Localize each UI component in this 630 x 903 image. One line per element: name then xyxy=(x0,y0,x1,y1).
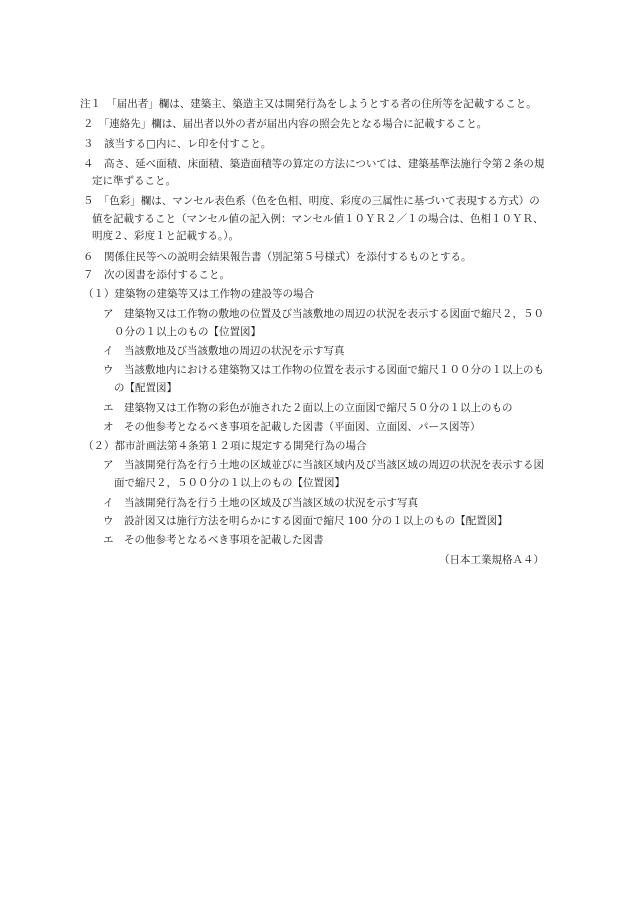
note-4-line-2: 定に準ずること。 xyxy=(92,175,176,187)
section-1-item-a-line-2: ０分の１以上のもの【位置図】 xyxy=(114,326,261,338)
note-7: ７ 次の図書を添付すること。 xyxy=(83,269,230,281)
section-1-item-u-line-1: ウ 当該敷地内における建築物又は工作物の位置を表示する図面で縮尺１００分の１以上のも xyxy=(103,364,544,376)
note-2: ２ 「連絡先」欄は、届出者以外の者が届出内容の照会先となる場合に記載すること。 xyxy=(83,118,488,130)
note-6: ６ 関係住民等への説明会結果報告書（別記第５号様式）を添付するものとする。 xyxy=(83,251,472,263)
section-2-item-i: イ 当該開発行為を行う土地の区域及び当該区域の状況を示す写真 xyxy=(103,497,418,509)
note-4-line-1: ４ 高さ、延べ面積、床面積、築造面積等の算定の方法については、建築基準法施行令第２条の規 xyxy=(83,158,545,170)
section-1-item-e: エ 建築物又は工作物の彩色が施された２面以上の立面図で縮尺５０分の１以上のもの xyxy=(103,402,513,414)
section-2-item-e: エ その他参考となるべき事項を記載した図書 xyxy=(103,534,324,546)
section-1-item-u-line-2: の【配置図】 xyxy=(114,382,177,394)
section-2-item-a-line-1: ア 当該開発行為を行う土地の区域並びに当該区域内及び当該区域の周辺の状況を表示する図 xyxy=(103,459,544,471)
note-5-line-2: 値を記載すること（マンセル値の記入例：マンセル値１０ＹＲ２／１の場合は、色相１０ＹＲ、 xyxy=(92,213,544,225)
section-1-item-a-line-1: ア 建築物又は工作物の敷地の位置及び当該敷地の周辺の状況を表示する図面で縮尺２，５０ xyxy=(103,308,544,320)
note-3: ３ 該当する□内に、レ印を付すこと。 xyxy=(83,138,272,150)
section-1-item-i: イ 当該敷地及び当該敷地の周辺の状況を示す写真 xyxy=(103,345,345,357)
note-5-line-1: ５ 「色彩」欄は、マンセル表色系（色を色相、明度、彩度の三属性に基づいて表現する方式）の xyxy=(83,195,540,207)
note-5-line-3: 明度２、彩度１と記載する。）。 xyxy=(92,230,239,242)
section-2-item-a-line-2: 面で縮尺２，５００分の１以上のもの【位置図】 xyxy=(114,477,345,489)
section-2-heading: （２）都市計画法第４条第１２項に規定する開発行為の場合 xyxy=(83,440,367,452)
note-1: 注１ 「届出者」欄は、建築主、築造主又は開発行為をしようとする者の住所等を記載すること。 xyxy=(80,98,537,110)
section-1-heading: （１）建築物の建築等又は工作物の建設等の場合 xyxy=(83,288,314,300)
section-2-item-u: ウ 設計図又は施行方法を明らかにする図面で縮尺 100 分の１以上のもの【配置図】 xyxy=(103,515,508,527)
section-1-item-o: オ その他参考となるべき事項を記載した図書（平面図、立面図、パース図等） xyxy=(103,421,481,433)
paper-size-note: （日本工業規格Ａ４） xyxy=(439,554,544,566)
